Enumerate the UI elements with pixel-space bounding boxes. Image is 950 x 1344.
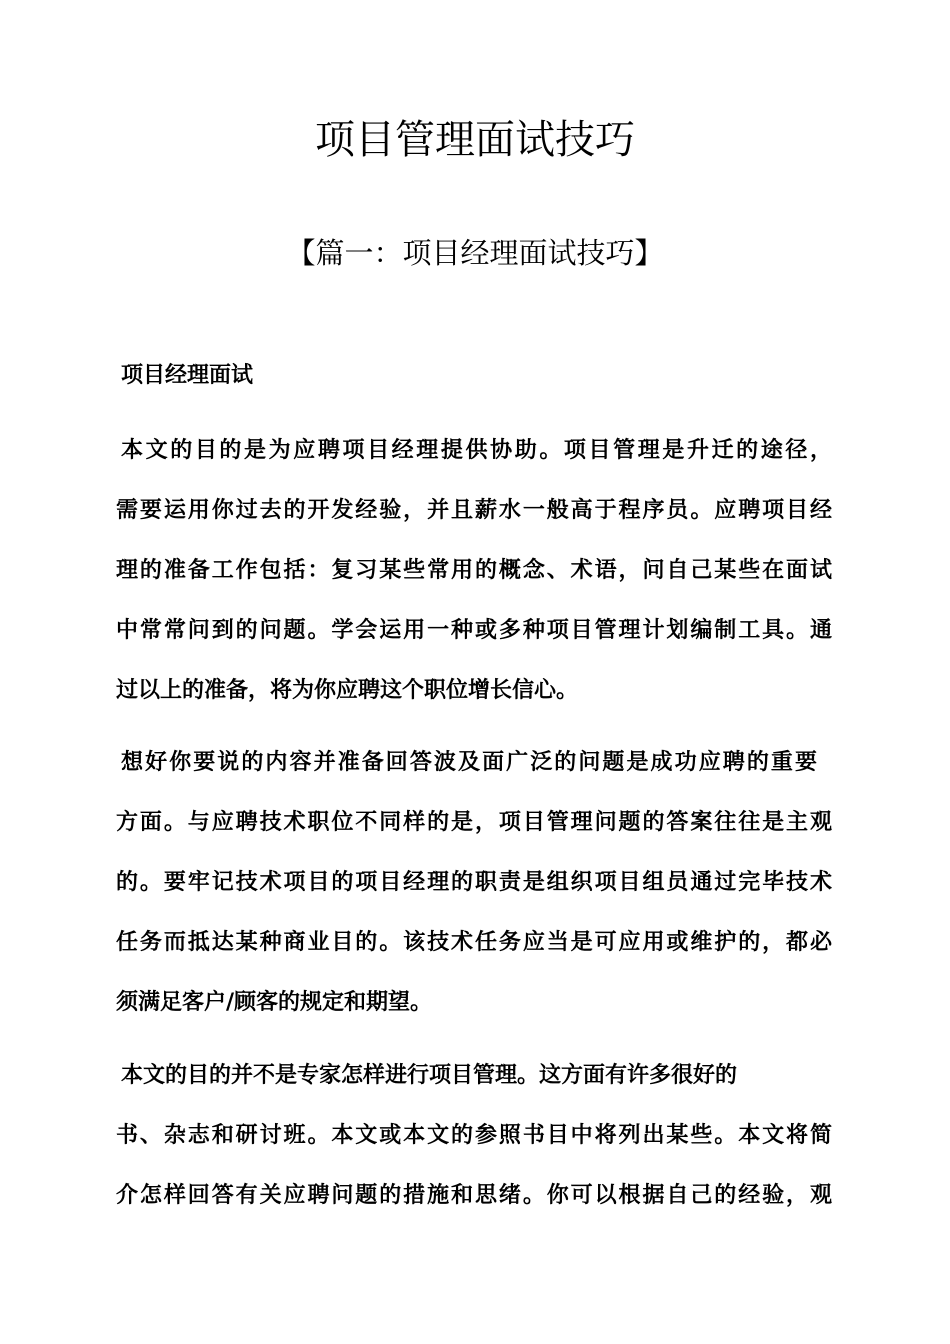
- paragraph-line: 书、杂志和研讨班。本文或本文的参照书目中将列出某些。本文将简: [116, 1123, 832, 1148]
- paragraph-line: 想好你要说的内容并准备回答波及面广泛的问题是成功应聘的重要: [121, 750, 817, 775]
- paragraph-line: 介怎样回答有关应聘问题的措施和思绪。你可以根据自己的经验，观: [116, 1183, 832, 1208]
- paragraph-line: 理的准备工作包括：复习某些常用的概念、术语，问自己某些在面试: [116, 558, 832, 583]
- paragraph-line: 中常常问到的问题。学会运用一种或多种项目管理计划编制工具。通: [116, 618, 832, 643]
- section-heading: 项目经理面试: [121, 363, 254, 388]
- paragraph-line: 任务而抵达某种商业目的。该技术任务应当是可应用或维护的，都必: [116, 930, 832, 955]
- document-title: 项目管理面试技巧: [315, 117, 635, 163]
- paragraph-line: 方面。与应聘技术职位不同样的是，项目管理问题的答案往往是主观: [116, 810, 832, 835]
- paragraph-line: 需要运用你过去的开发经验，并且薪水一般高于程序员。应聘项目经: [116, 498, 832, 523]
- paragraph-line: 的。要牢记技术项目的项目经理的职责是组织项目组员通过完毕技术: [116, 870, 832, 895]
- paragraph-line: 过以上的准备，将为你应聘这个职位增长信心。: [116, 678, 579, 703]
- paragraph-line: 本文的目的并不是专家怎样进行项目管理。这方面有许多很好的: [121, 1063, 738, 1088]
- paragraph-line: 本文的目的是为应聘项目经理提供协助。项目管理是升迁的途径，: [121, 438, 832, 463]
- paragraph-line: 须满足客户/顾客的规定和期望。: [116, 990, 433, 1015]
- document-subtitle: 【篇一：项目经理面试技巧】: [286, 236, 664, 270]
